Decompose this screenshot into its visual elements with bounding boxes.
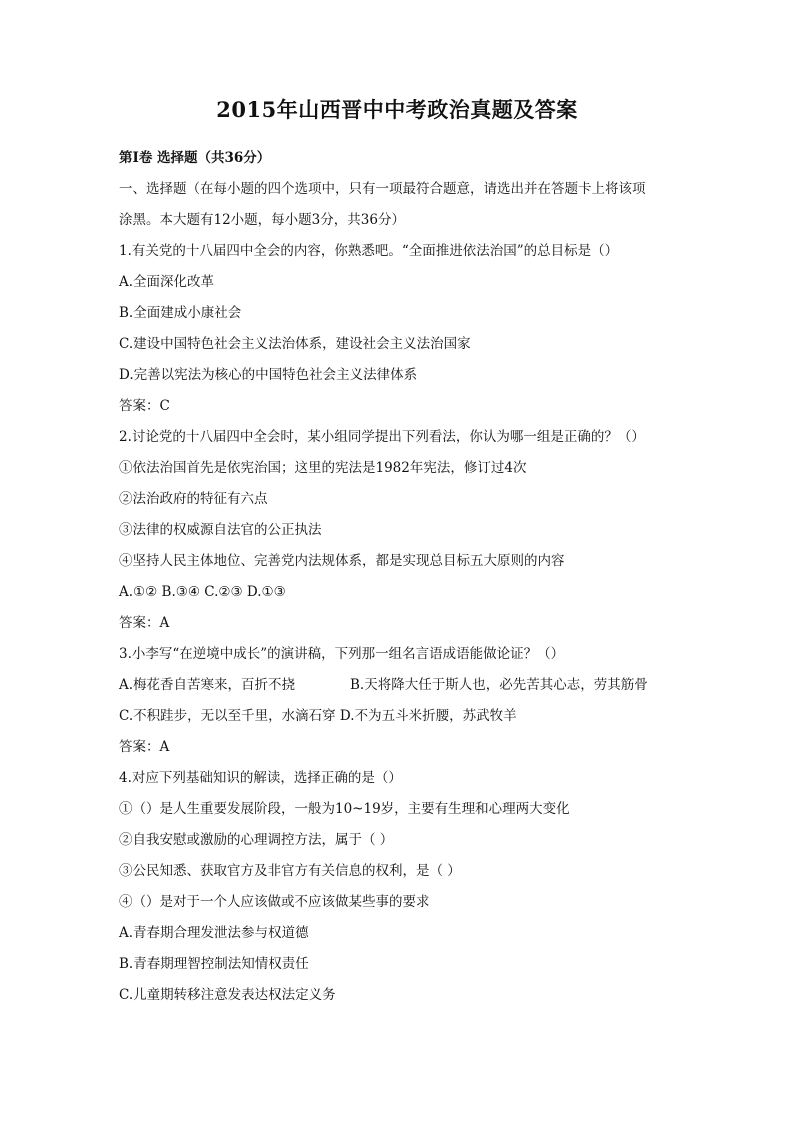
question-4-option-c: C.儿童期转移注意发表达权法定义务 [119,987,336,1003]
question-1-option-c: C.建设中国特色社会主义法治体系，建设社会主义法治国家 [119,336,471,352]
question-2-options: A.①② B.③④ C.②③ D.①③ [119,584,286,600]
question-3-stem: 3.小李写“在逆境中成长”的演讲稿，下列那一组名言语成语能做论证？（） [119,646,565,662]
question-1-option-a: A.全面深化改革 [119,274,215,290]
question-1-option-d: D.完善以宪法为核心的中国特色社会主义法律体系 [119,367,418,383]
question-2-statement-3: ③法律的权威源自法官的公正执法 [119,522,322,538]
question-4-statement-1: ①（）是人生重要发展阶段，一般为10~19岁，主要有生理和心理两大变化 [119,801,570,817]
question-2-stem: 2.讨论党的十八届四中全会时，某小组同学提出下列看法，你认为哪一组是正确的？（） [119,429,645,445]
question-4-stem: 4.对应下列基础知识的解读，选择正确的是（） [119,770,402,786]
question-3-options-ab [119,670,689,701]
question-3-option-b: B.天将降大任于斯人也，必先苦其心志，劳其筋骨 [350,677,648,693]
question-3-answer: 答案：A [119,739,170,755]
instructions-line-1: 一、选择题（在每小题的四个选项中，只有一项最符合题意，请选出并在答题卡上将该项 [119,181,646,197]
question-4-statement-2: ②自我安慰或激励的心理调控方法，属于（ ） [119,832,394,848]
document-body [119,143,689,1011]
question-4-statement-4: ④（）是对于一个人应该做或不应该做某些事的要求 [119,894,430,910]
instructions-line-2: 涂黑。本大题有12小题，每小题3分，共36分） [119,212,405,228]
question-1-answer: 答案：C [119,398,170,414]
question-2-statement-2: ②法治政府的特征有六点 [119,491,268,507]
question-4-option-b: B.青春期理智控制法知情权责任 [119,956,309,972]
question-1-stem: 1.有关党的十八届四中全会的内容，你熟悉吧。“全面推进依法治国”的总目标是（） [119,243,619,259]
question-2-statement-4: ④坚持人民主体地位、完善党内法规体系，都是实现总目标五大原则的内容 [119,553,565,569]
question-4-option-a: A.青春期合理发泄法参与权道德 [119,925,309,941]
question-3-options-cd: C.不积跬步，无以至千里，水滴石穿 D.不为五斗米折腰，苏武牧羊 [119,708,517,724]
section-heading: 第Ⅰ卷 选择题（共36分） [119,150,271,166]
question-3-option-a: A.梅花香自苦寒来，百折不挠 [119,677,296,693]
document-title: 2015年山西晋中中考政治真题及答案 [216,97,578,122]
question-2-statement-1: ①依法治国首先是依宪治国；这里的宪法是1982年宪法，修订过4次 [119,460,527,476]
question-2-answer: 答案：A [119,615,170,631]
question-1-option-b: B.全面建成小康社会 [119,305,242,321]
question-4-statement-3: ③公民知悉、获取官方及非官方有关信息的权利，是（ ） [119,863,461,879]
